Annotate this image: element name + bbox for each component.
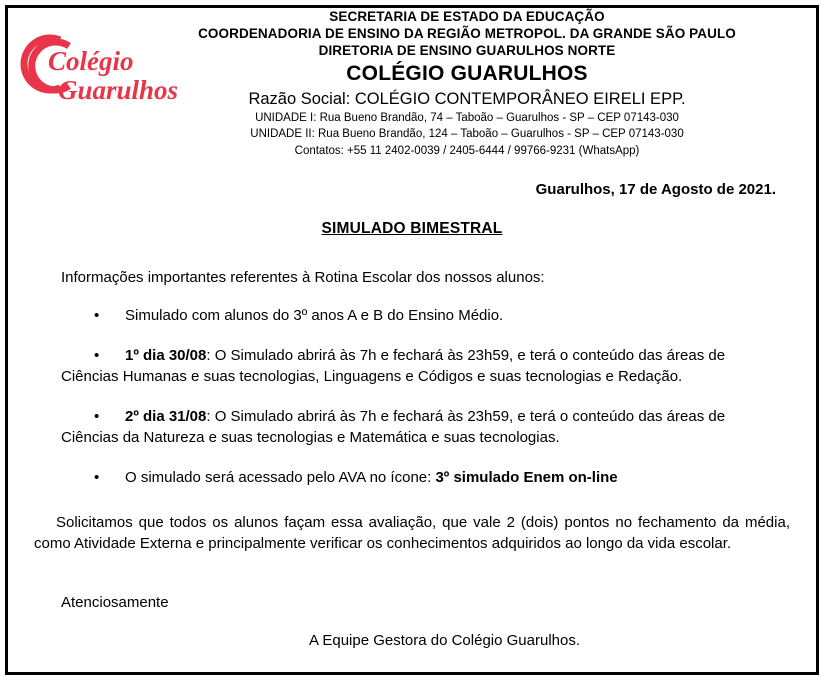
list-item — [34, 406, 790, 448]
bullet-icon: • — [94, 469, 100, 486]
list-item-lead: 2º dia 31/08 — [125, 408, 207, 425]
unit-2-address: UNIDADE II: Rua Bueno Brandão, 124 – Taboão – Guarulhos - SP – CEP 07143-030 — [250, 128, 684, 140]
letterhead — [34, 8, 790, 159]
razao-social: Razão Social: COLÉGIO CONTEMPORÂNEO EIRELI EPP. — [248, 90, 686, 108]
body-paragraph: Solicitamos que todos os alunos façam essa avaliação, que vale 2 (dois) pontos no fechamento da média, como Atividade Externa e principalmente verificar os conhecimentos adquiridos ao longo da vida escolar. — [34, 514, 790, 552]
school-name: COLÉGIO GUARULHOS — [346, 62, 588, 85]
list-item-label: Simulado com alunos do 3º anos A e B do Ensino Médio. — [125, 307, 504, 324]
date-line: Guarulhos, 17 de Agosto de 2021. — [535, 181, 776, 198]
list-item — [34, 305, 790, 326]
header-line-2: COORDENADORIA DE ENSINO DA REGIÃO METROPOL. DA GRANDE SÃO PAULO — [198, 26, 736, 41]
list-item-continuation: Ciências Humanas e suas tecnologias, Linguagens e Códigos e suas tecnologias e Redação. — [61, 368, 683, 385]
header-line-1: SECRETARIA DE ESTADO DA EDUCAÇÃO — [329, 9, 605, 24]
list-item-label: : O Simulado abrirá às 7h e fechará às 23h59, e terá o conteúdo das áreas de — [206, 347, 726, 364]
list-item-label: O simulado será acessado pelo AVA no ícone: — [125, 469, 436, 486]
bullet-icon: • — [94, 307, 100, 324]
intro-text: Informações importantes referentes à Rotina Escolar dos nossos alunos: — [61, 269, 545, 286]
header-line-3: DIRETORIA DE ENSINO GUARULHOS NORTE — [318, 43, 616, 58]
list-item-continuation: Ciências da Natureza e suas tecnologias e Matemática e suas tecnologias. — [61, 429, 560, 446]
closing-text: Atenciosamente — [61, 594, 169, 611]
page-title: SIMULADO BIMESTRAL — [321, 220, 503, 237]
list-item-lead: 1º dia 30/08 — [125, 347, 207, 364]
list-item — [34, 345, 790, 387]
svg-text:Guarulhos: Guarulhos — [58, 75, 179, 105]
list-item-label: : O Simulado abrirá às 7h e fechará às 23h59, e terá o conteúdo das áreas de — [206, 408, 726, 425]
school-logo — [12, 26, 187, 118]
bullet-icon: • — [94, 347, 100, 364]
list-item — [34, 467, 790, 488]
contacts-line: Contatos: +55 11 2402-0039 / 2405-6444 / 99766-9231 (WhatsApp) — [294, 145, 640, 157]
svg-text:Colégio: Colégio — [48, 46, 134, 76]
unit-1-address: UNIDADE I: Rua Bueno Brandão, 74 – Taboão – Guarulhos - SP – CEP 07143-030 — [255, 112, 679, 124]
information-list — [34, 305, 790, 488]
bullet-icon: • — [94, 408, 100, 425]
signature-line: A Equipe Gestora do Colégio Guarulhos. — [309, 632, 581, 649]
list-item-trail: 3º simulado Enem on-line — [435, 469, 618, 486]
